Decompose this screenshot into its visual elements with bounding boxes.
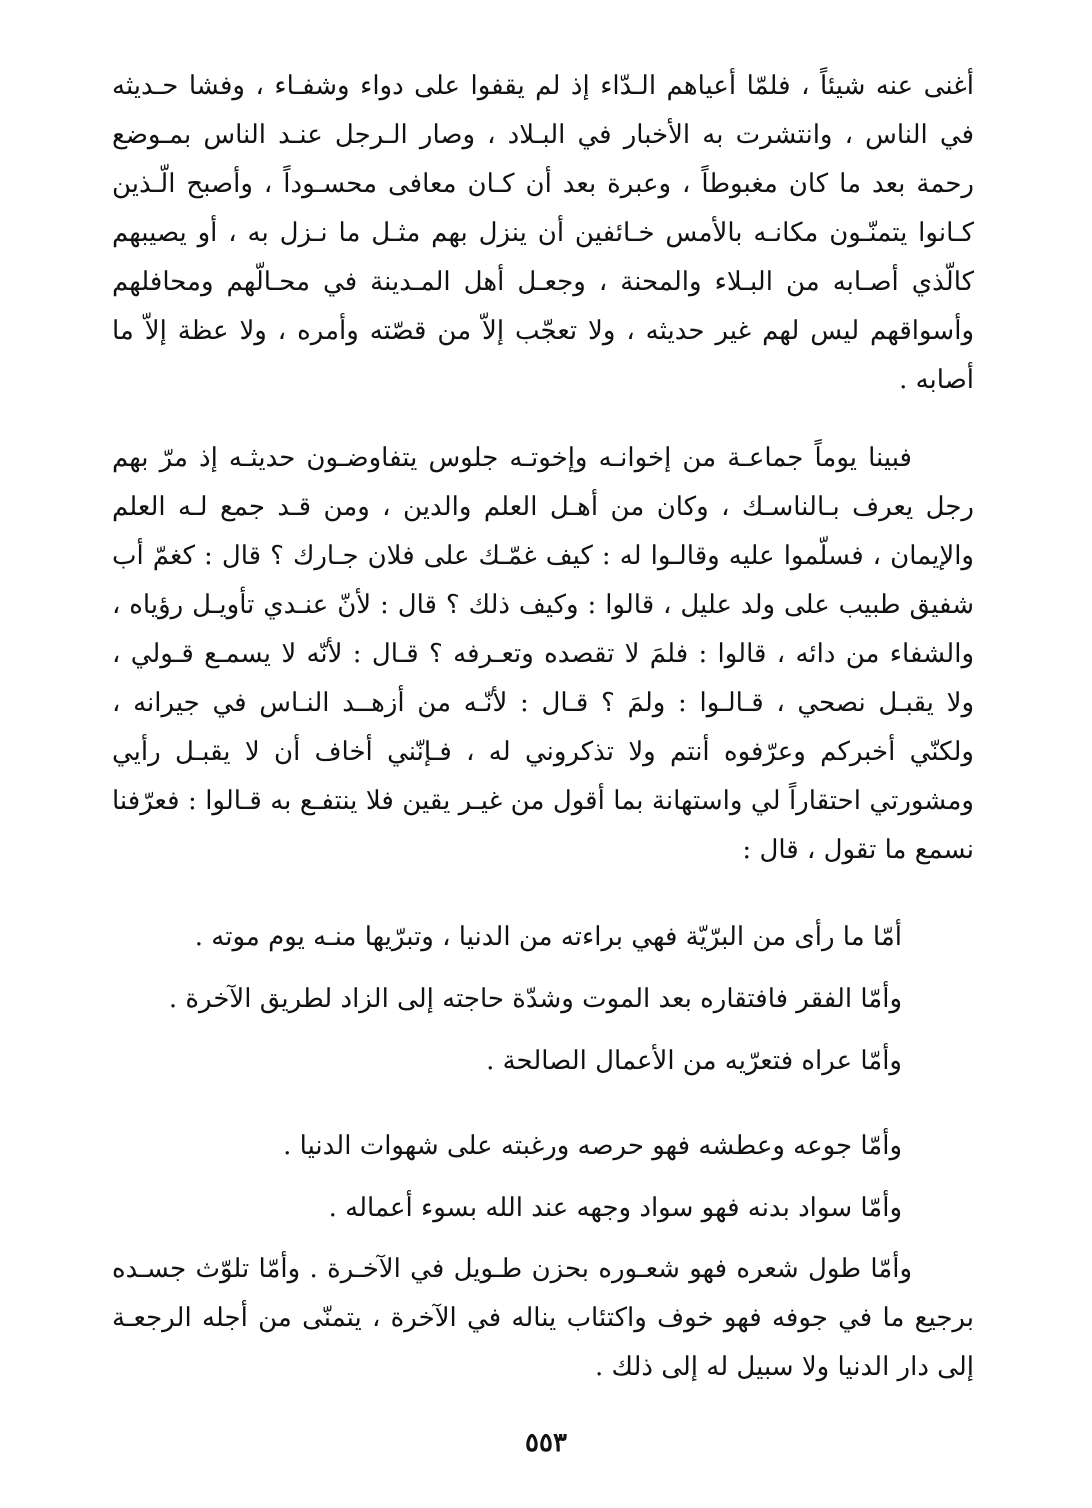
paragraph-1: أغنى عنه شيئاً ، فلمّا أعياهم الـدّاء إذ لم يقفوا على دواء وشفـاء ، وفشا حـديثه في الناس ، وانتشرت به الأخبار في البـلاد ، وصار الـرجل عنـد الناس بمـوضع رحمة بعد ما كان مغبوطاً ، وعبرة بعد أن كـان معافى محسـوداً ، وأصبح الّـذين كـانوا يتمنّـون مكانـه بالأمس خـائفين أن ينزل بهم مثـل ما نـزل به ، أو يصيبهم كالّذي أصـابه من البـلاء والمحنة ، وجعـل أهل المـدينة في محـالّهم ومحافلهم وأسواقهم ليس لهم غير حديثه ، ولا تعجّب إلاّ من قصّته وأمره ، ولا عظة إلاّ ما أصابه . [112,71,974,395]
list-item: أمّا ما رأى من البرّيّة فهي براءته من الدنيا ، وتبرّيها منـه يوم موته . [194,922,902,952]
list-item: وأمّا جوعه وعطشه فهو حرصه ورغبته على شهوات الدنيا . [283,1131,902,1161]
paragraph-3: وأمّا طول شعره فهو شعـوره بحزن طـويل في الآخـرة . وأمّا تلوّث جسـده برجيع ما في جوفه فهو خوف واكتئاب يناله في الآخرة ، يتمنّى من أجله الرجعـة إلى دار الدنيا ولا سبيل له إلى ذلك . [112,1254,974,1382]
list-item: وأمّا عراه فتعرّيه من الأعمال الصالحة . [486,1046,902,1076]
list-item: وأمّا سواد بدنه فهو سواد وجهه عند الله بسوء أعماله . [328,1193,902,1223]
page-number: ٥٥٣ [525,1428,567,1458]
paragraph-2: فبينا يوماً جماعـة من إخوانـه وإخوتـه جلوس يتفاوضـون حديثـه إذ مرّ بهم رجل يعرف بـالناسـك ، وكان من أهـل العلم والدين ، ومن قـد جمع لـه العلم والإيمان ، فسلّموا عليه وقالـوا له : كيف غمّـك على فلان جـارك ؟ قال : كغمّ أب شفيق طبيب على ولد عليل ، قالوا : وكيف ذلك ؟ قال : لأنّ عنـدي تأويـل رؤياه ، والشفاء من دائه ، قالوا : فلمَ لا تقصده وتعـرفه ؟ قـال : لأنّه لا يسمـع قـولي ، ولا يقبـل نصحي ، قـالـوا : ولمَ ؟ قـال : لأنّـه من أزهــد النـاس في جيرانه ، ولكنّي أخبركم وعرّفوه أنتم ولا تذكروني له ، فـإنّني أخاف أن لا يقبـل رأيي ومشورتي احتقاراً لي واستهانة بما أقول من غيـر يقين فلا ينتفـع به قـالوا : فعرّفنا نسمع ما تقول ، قال : [112,443,974,865]
list-item: وأمّا الفقر فافتقاره بعد الموت وشدّة حاجته إلى الزاد لطريق الآخرة . [168,984,902,1014]
